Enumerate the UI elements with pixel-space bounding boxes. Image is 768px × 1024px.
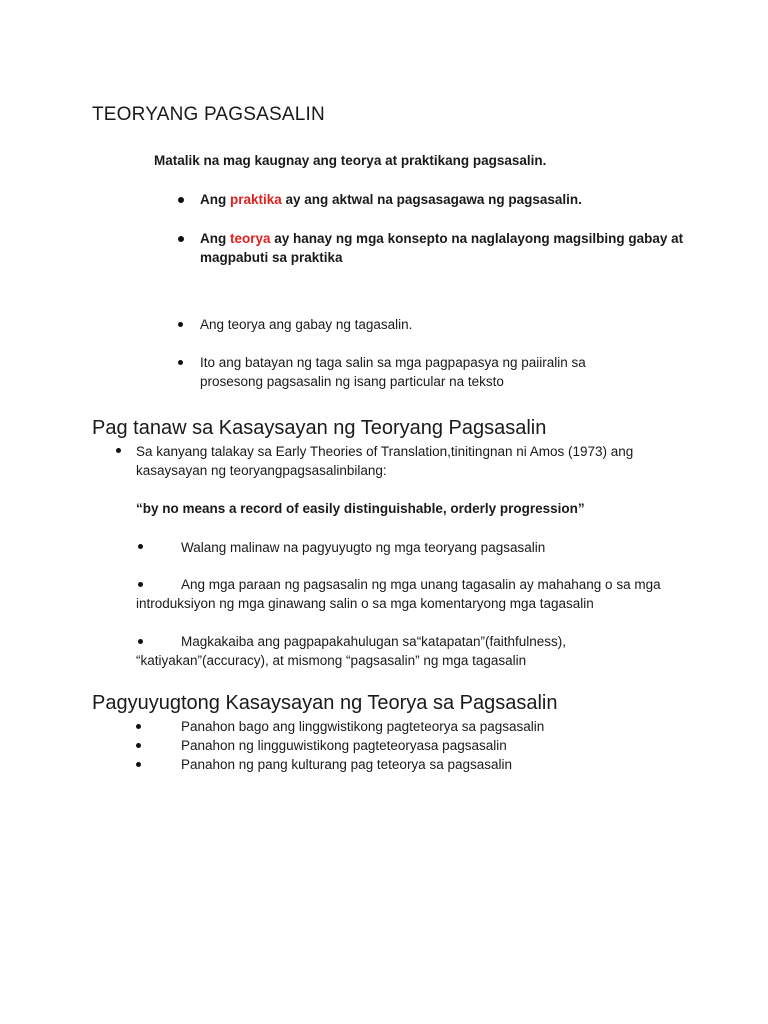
- panahon-item-1: Panahon bago ang linggwistikong pagteteorya sa pagsasalin: [181, 719, 545, 734]
- pagyuyugto-text: Walang malinaw na pagyuyugto ng mga teoryang pagsasalin: [181, 540, 546, 555]
- bullet-batayan-line2: prosesong pagsasalin ng isang particular na teksto: [200, 374, 504, 389]
- bullet-icon: [178, 360, 183, 365]
- bullet-icon: [178, 236, 184, 242]
- bullet-icon: [178, 197, 184, 203]
- bullet-icon: [138, 544, 143, 549]
- bullet-icon: [136, 743, 141, 748]
- magkakaiba-text: Magkakaiba ang pagpapakahulugan sa“katapatan”(faithfulness),: [181, 634, 567, 649]
- bullet-text: Ang: [200, 192, 230, 207]
- paraan-text: Ang mga paraan ng pagsasalin ng mga unang tagasalin ay mahahang o sa mga: [181, 577, 661, 592]
- bullet-icon: [138, 582, 143, 587]
- page-title: TEORYANG PAGSASALIN: [92, 104, 325, 125]
- section-heading-pagyuyugtong: Pagyuyugtong Kasaysayan ng Teorya sa Pagsasalin: [92, 692, 558, 714]
- bullet-icon: [136, 762, 141, 767]
- highlight-praktika: praktika: [230, 192, 282, 207]
- panahon-item-3: Panahon ng pang kulturang pag teteorya sa pagsasalin: [181, 757, 513, 772]
- highlight-teorya: teorya: [230, 231, 271, 246]
- paraan-text-line2: introduksiyon ng mga ginawang salin o sa mga komentaryong mga tagasalin: [136, 596, 594, 611]
- amos-text-line2: kasaysayan ng teoryangpagsasalinbilang:: [136, 463, 387, 478]
- amos-text: Sa kanyang talakay sa Early Theories of Translation,tinitingnan ni Amos (1973) ang: [136, 444, 634, 459]
- bullet-icon: [138, 639, 143, 644]
- quote-text: “by no means a record of easily distinguishable, orderly progression”: [136, 501, 585, 516]
- bullet-icon: [136, 724, 141, 729]
- section-heading-kasaysayan: Pag tanaw sa Kasaysayan ng Teoryang Pagsasalin: [92, 417, 547, 439]
- bullet-icon: [116, 448, 121, 453]
- bullet-teorya: [200, 231, 683, 246]
- bullet-praktika: [200, 192, 582, 207]
- bullet-text: ay ang aktwal na pagsasagawa ng pagsasalin.: [281, 192, 582, 207]
- bullet-teorya-line2: magpabuti sa praktika: [200, 250, 343, 265]
- panahon-item-2: Panahon ng lingguwistikong pagteteoryasa pagsasalin: [181, 738, 507, 753]
- magkakaiba-text-line2: “katiyakan”(accuracy), at mismong “pagsasalin” ng mga tagasalin: [136, 653, 527, 668]
- bullet-text: ay hanay ng mga konsepto na naglalayong magsilbing gabay at: [270, 231, 684, 246]
- bullet-batayan: Ito ang batayan ng taga salin sa mga pagpapasya ng paiiralin sa: [200, 355, 586, 370]
- bullet-icon: [178, 322, 183, 327]
- intro-text: Matalik na mag kaugnay ang teorya at praktikang pagsasalin.: [154, 153, 547, 168]
- bullet-text: Ang: [200, 231, 230, 246]
- bullet-gabay: Ang teorya ang gabay ng tagasalin.: [200, 317, 413, 332]
